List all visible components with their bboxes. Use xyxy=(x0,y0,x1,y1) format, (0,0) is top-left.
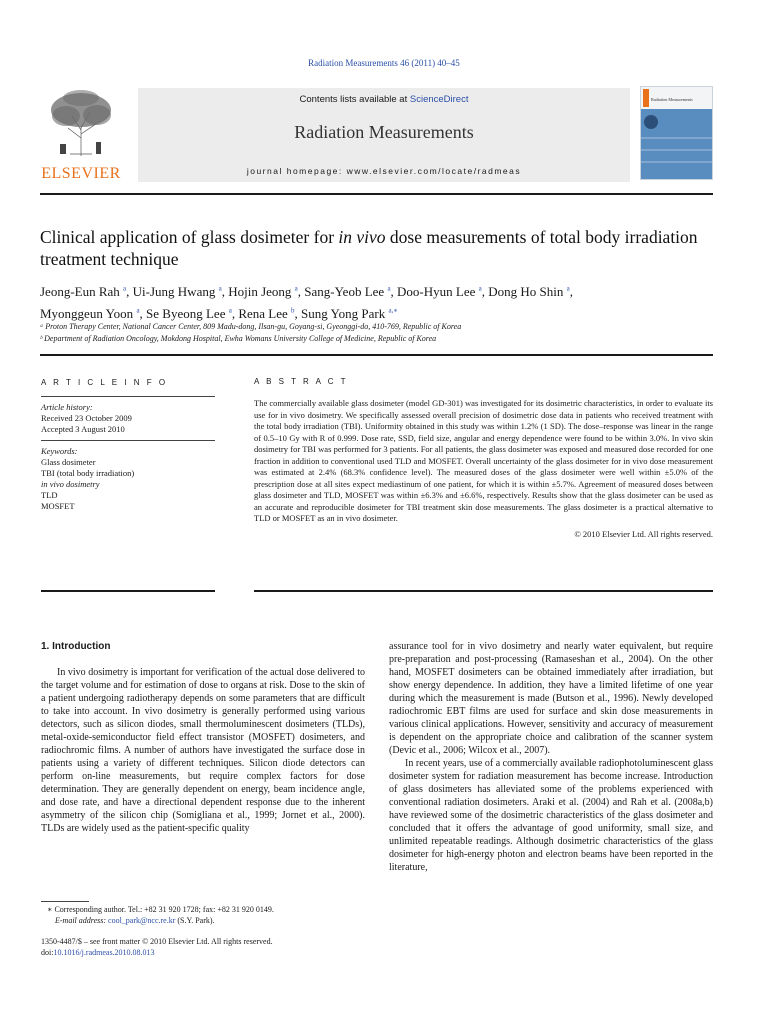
cover-logo-mark xyxy=(643,89,649,107)
corresponding-author: ∗ Corresponding author. Tel.: +82 31 920 1728; fax: +82 31 920 0149. xyxy=(47,905,274,914)
author[interactable]: Hojin Jeong $^a$, xyxy=(228,284,305,300)
journal-cover-thumbnail[interactable] xyxy=(640,86,713,180)
keywords-label: Keywords: xyxy=(41,446,78,456)
divider xyxy=(41,396,215,397)
author[interactable]: Doo-Hyun Lee $^a$, xyxy=(397,284,489,300)
doi-line xyxy=(41,947,365,958)
section-rule xyxy=(40,354,713,356)
header-rule xyxy=(40,193,713,195)
keyword: Glass dosimeter xyxy=(41,457,96,467)
author[interactable]: Jeong-Eun Rah $^a$, xyxy=(40,284,133,300)
cover-stripe xyxy=(641,161,712,163)
author-list xyxy=(40,280,720,323)
received-date: Received 23 October 2009 xyxy=(41,413,132,423)
contents-line xyxy=(138,94,630,105)
body-paragraph: In recent years, use of a commercially available radiophotoluminescent glass dosimeter system for radiation measurement has become increase. Introduction of glass dosimeters has alleviated some of the problems experienced with conventional radiation dosimeters. Araki et al. (2004) and Rah et al. (2008a,b) have reviewed some of the dosimetric characteristics of the glass dosimeter and concluded that it offers the advantage of good uniformity, small size, and unlimited repeatable readings. Although dosimetric characteristics of the glass dosimeter for high-energy photon and electron beams have been reported in the literature, xyxy=(389,758,713,873)
article-info-column xyxy=(41,377,215,512)
section-rule xyxy=(41,590,215,592)
sciencedirect-link[interactable]: ScienceDirect xyxy=(409,94,469,105)
body-left-column xyxy=(41,640,365,835)
history-label: Article history: xyxy=(41,402,93,412)
issn-block xyxy=(41,936,365,958)
accepted-date: Accepted 3 August 2010 xyxy=(41,424,125,434)
author[interactable]: Myonggeun Yoon $^a$, xyxy=(40,305,147,321)
affiliation: ᵇ Department of Radiation Oncology, Mokdong Hospital, Ewha Womans University College of Medicine, Republic of Korea xyxy=(40,334,437,343)
doi-label: doi: xyxy=(41,948,54,957)
cover-stripe xyxy=(641,137,712,139)
affiliation: ᵃ Proton Therapy Center, National Cancer Center, 809 Madu-dong, Ilsan-gu, Goyang-si, Gyeonggi-do, 410-769, Republic of Korea xyxy=(40,322,462,331)
abstract-text: The commercially available glass dosimeter (model GD-301) was investigated for its dosimetric characteristics, in order to evaluate its use for in vivo dosimetry. We specifically assessed overall precision of dosimetric dose data in patients who received treatment with the total body irradiation (TBI). Uniformity obtained in this study was within 1.2% (1 SD). The dose–response was linear in the range of 0.5–10 Gy with R of 0.999. Dose rate, SSD, field size, angular and energy dependence were found to be within 3.0%. In vivo skin dosimetry for TBI was performed for 3 patients. For all patients, the glass dosimeter was exposed and measured dose recorded for one fraction in addition to conventional used TLD and MOSFET. Overall uncertainty of the glass dosimeter for in vivo dose measurement was estimated at 2.4% (68.3% confidence level). The measured doses of the glass dosimeter were well within ±5.0% of the prescription dose at all sites expect mediastinum of one patient, for which it is within ±5.7%. Agreement of measured doses between glass dosimeter and TLD, MOSFET was within ±6.3% and ±6.6%, respectively. Results show that the glass dosimeter can be used as an accurate and reproducible dosimeter for TBI treatment skin dose measurements. The glass dosimeter is a practical alternative to TLD or MOSFET as an in vivo dosimeter. xyxy=(254,398,713,523)
email-suffix: (S.Y. Park). xyxy=(175,916,215,925)
journal-citation: Radiation Measurements 46 (2011) 40–45 xyxy=(308,58,460,68)
journal-title: Radiation Measurements xyxy=(294,122,474,142)
keyword: in vivo dosimetry xyxy=(41,479,100,489)
keyword: TBI (total body irradiation) xyxy=(41,468,135,478)
abstract-heading: A B S T R A C T xyxy=(254,377,348,386)
author[interactable]: Dong Ho Shin $^a$, xyxy=(488,284,573,300)
elsevier-wordmark: ELSEVIER xyxy=(41,165,121,182)
footnote xyxy=(41,901,365,926)
keyword: TLD xyxy=(41,490,58,500)
cover-stripe xyxy=(641,149,712,151)
body-paragraph: assurance tool for in vivo dosimetry and nearly water equivalent, but require pre-preparation and post-processing (Ramaseshan et al., 2004). On the other hand, MOSFET dosimeters can be obtained immediately after irradiation, but show energy dependence. In addition, they have a limited lifetime of one year during which the measurement is made (Butson et al., 1996). Newly developed radiochromic EBT films are used for surface and skin dose measurements in various clinical applications. However, sensitivity and accuracy of measurement is dependent on the appropriate choice and calibration of the scanner system (Devic et al., 2006; Wilcox et al., 2007). xyxy=(389,641,713,756)
journal-homepage[interactable]: journal homepage: www.elsevier.com/locate/radmeas xyxy=(246,166,522,176)
author[interactable]: Rena Lee $^b$, xyxy=(238,305,302,321)
author[interactable]: Se Byeong Lee $^a$, xyxy=(146,305,239,321)
contents-prefix: Contents lists available at xyxy=(299,94,410,105)
email-line xyxy=(41,915,365,926)
divider xyxy=(41,440,215,441)
issn-line: 1350-4487/$ – see front matter © 2010 Elsevier Ltd. All rights reserved. xyxy=(41,937,273,946)
body-paragraph: In vivo dosimetry is important for verification of the actual dose delivered to the target volume and for estimation of dose to organs at risk. Dose to the skin of a patient undergoing radiotherapy depends on some parameters that are difficult to take into account. In vivo dosimetry is generally performed using various detectors, such as silicon diodes, small thermoluminescent dosimeters (TLDs), metal-oxide-semiconductor field effect transistor (MOSFET) dosimeters, and radiochromic films. A number of authors have investigated the surface dose in patients using a variety of different techniques. Silicon diode detectors can perform on-line measurements, but require complex factors for dose determination. They are generally dependent on energy, beam incidence angle, and dose rate, and have a directional dependent response due to the inherent asymmetry of the silicon chip (Somigliana et al., 1999; Jornet et al., 2000). TLDs are widely used as the patient-specific quality xyxy=(41,667,365,834)
elsevier-tree-icon xyxy=(40,88,122,158)
title-part: dose measurements of total body irradiation treatment technique xyxy=(40,227,698,269)
article-info-heading: A R T I C L E I N F O xyxy=(41,378,168,387)
body-right-column xyxy=(389,640,713,874)
title-part: Clinical application of glass dosimeter for xyxy=(40,227,339,247)
title-italic: in vivo xyxy=(338,227,386,247)
cover-emblem-icon xyxy=(644,115,658,129)
elsevier-logo[interactable] xyxy=(40,88,122,184)
email-link[interactable]: cool_park@ncc.re.kr xyxy=(108,916,176,925)
journal-banner xyxy=(138,88,630,182)
email-label: E-mail address: xyxy=(55,916,109,925)
section-title: 1. Introduction xyxy=(41,641,111,652)
cover-title: Radiation Measurements xyxy=(651,97,693,102)
author[interactable]: Ui-Jung Hwang $^a$, xyxy=(132,284,229,300)
copyright-notice: © 2010 Elsevier Ltd. All rights reserved. xyxy=(574,528,713,539)
author[interactable]: Sang-Yeob Lee $^a$, xyxy=(304,284,398,300)
doi-link[interactable]: 10.1016/j.radmeas.2010.08.013 xyxy=(53,948,155,957)
author[interactable]: Sung Yong Park $^{a,∗}$ xyxy=(301,305,399,321)
article-title xyxy=(40,226,720,270)
keyword: MOSFET xyxy=(41,501,75,511)
footnote-rule xyxy=(41,901,89,902)
abstract-column xyxy=(254,377,713,539)
section-rule xyxy=(254,590,713,592)
